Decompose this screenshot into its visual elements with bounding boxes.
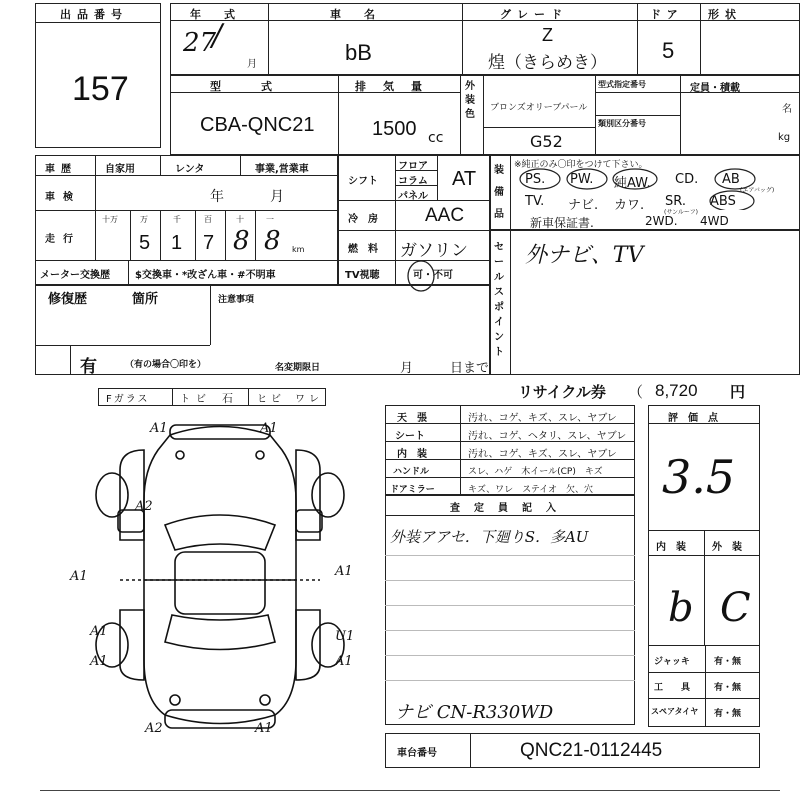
car-name: bB xyxy=(345,40,372,65)
displacement-unit: cc xyxy=(428,130,444,146)
svg-text:U1: U1 xyxy=(335,629,355,644)
damage-marks xyxy=(69,421,354,736)
exterior-label: 外 装 xyxy=(712,542,742,553)
svg-text:A1: A1 xyxy=(335,564,353,579)
digit-label-5: 十 xyxy=(236,215,244,224)
chassis-value: QNC21-0112445 xyxy=(520,740,663,761)
year-label: 年 式 xyxy=(190,8,241,21)
doors-value: 5 xyxy=(662,38,675,63)
header-box xyxy=(170,3,800,75)
eq-4wd: 4WD xyxy=(700,214,729,228)
exterior-value: C xyxy=(720,585,751,631)
digit-2: 5 xyxy=(139,232,151,254)
history-opt-1: 自家用 xyxy=(105,164,135,175)
cond-part-4: ハンドル xyxy=(393,467,430,477)
svg-text:A1: A1 xyxy=(90,624,108,639)
digit-label-2: 万 xyxy=(140,215,148,224)
name-change-label: 名変期限日 xyxy=(275,363,321,373)
acc-label-3: スペアタイヤ xyxy=(651,707,699,716)
recycle-value: 8,720 xyxy=(655,381,698,400)
svg-text:A1: A1 xyxy=(90,654,108,669)
mileage-label: 走行 xyxy=(45,234,81,245)
type-spec-label: 型式指定番号 xyxy=(598,80,646,89)
repair-block xyxy=(35,285,490,375)
eq-ps: PS. xyxy=(525,172,546,187)
interior-label: 内 装 xyxy=(656,542,686,553)
rear-window xyxy=(165,615,275,650)
repair-sub-label: 箇所 xyxy=(132,292,159,307)
cond-part-3: 内 装 xyxy=(397,449,427,460)
eq-aw: 純AW. xyxy=(614,176,651,191)
digit-label-6: 一 xyxy=(266,215,274,224)
glass-opt-3: ワレ xyxy=(295,394,323,405)
cond-opt-5: キズ、ワレ ステイオ 欠、穴 xyxy=(468,485,594,495)
glass-label: Fガラス xyxy=(106,394,150,405)
digit-5: 8 xyxy=(233,226,250,256)
wheel-fl xyxy=(96,473,128,517)
svg-text:A1: A1 xyxy=(335,654,353,669)
acc-value-2: 有・無 xyxy=(714,683,742,693)
mileage-unit: km xyxy=(292,245,305,254)
color-name: ブロンズオリーブパール xyxy=(490,103,588,113)
score-value: 3.5 xyxy=(662,450,736,504)
eq-warranty: 新車保証書. xyxy=(530,216,594,230)
shape-label: 形状 xyxy=(708,8,742,21)
inspection-month: 月 xyxy=(270,189,284,205)
windshield xyxy=(165,515,275,550)
history-label: 車歴 xyxy=(45,164,77,175)
acc-label-2: 工 具 xyxy=(654,683,691,693)
wheel-fr xyxy=(312,473,344,517)
grade-value-1: Z xyxy=(542,25,553,45)
digit-3: 1 xyxy=(171,232,183,254)
svg-text:A1: A1 xyxy=(150,421,168,436)
inspector-line1: 外装アアセ．下廻りS．多AU xyxy=(390,528,589,546)
tv-options: 可・不可 xyxy=(413,270,453,281)
fuel-value: ガソリン xyxy=(400,241,468,261)
eq-ab-note: (エアバッグ) xyxy=(740,187,775,194)
score-label: 評 価 点 xyxy=(668,413,718,424)
eq-sr: SR. xyxy=(665,194,686,209)
car-diagram xyxy=(60,410,380,740)
eq-ab: AB xyxy=(722,172,740,187)
svg-text:A1: A1 xyxy=(70,569,88,584)
capacity-people-unit: 名 xyxy=(782,104,792,115)
svg-text:A1: A1 xyxy=(260,421,278,436)
equipment-note: ※純正のみ〇印をつけて下さい。 xyxy=(514,160,648,170)
name-change-month: 月 xyxy=(400,361,414,376)
notes-label: 注意事項 xyxy=(218,295,255,305)
cond-opt-1: 汚れ、コゲ、キズ、スレ、ヤブレ xyxy=(468,413,617,424)
color-side-label: 外装色 xyxy=(465,81,475,120)
car-outline xyxy=(144,427,296,724)
eq-pw: PW. xyxy=(570,172,594,187)
displacement-value: 1500 xyxy=(372,118,417,140)
cond-part-5: ドアミラー xyxy=(390,485,435,495)
recycle-unit: 円 xyxy=(730,383,746,401)
recycle-label: リサイクル券 xyxy=(518,383,606,401)
svg-text:A1: A1 xyxy=(255,721,273,736)
sales-point-value: 外ナビ、TV xyxy=(525,243,644,268)
svg-text:A2: A2 xyxy=(145,721,163,736)
cond-part-1: 天 張 xyxy=(397,413,427,424)
repair-value: 有 xyxy=(80,357,97,377)
eq-sr-note: (サンルーフ) xyxy=(664,209,698,216)
name-change-day: 日まで xyxy=(450,361,490,376)
tv-label: TV視聴 xyxy=(345,270,380,281)
equipment-side-label: 装備品 xyxy=(494,165,504,220)
meter-note: $交換車・*改ざん車・#不明車 xyxy=(135,270,276,281)
eq-cd: CD. xyxy=(675,172,699,187)
chassis-label: 車台番号 xyxy=(397,748,437,759)
inspector-nav: ナビ CN-R330WD xyxy=(395,702,554,723)
glass-mark: 石 xyxy=(222,392,233,405)
inspection-year: 年 xyxy=(210,189,224,205)
year-value: 27 xyxy=(183,28,217,58)
shift-opt-1: フロア xyxy=(398,161,428,172)
cond-opt-3: 汚れ、コゲ、キズ、スレ、ヤブレ xyxy=(468,449,617,460)
glass-opt-1: トビ xyxy=(180,394,212,405)
digit-label-4: 百 xyxy=(204,215,212,224)
inspector-label: 査 定 員 記 入 xyxy=(450,503,558,514)
glass-opt-2: ヒビ xyxy=(257,394,285,405)
cond-opt-4: スレ、ハゲ 木イール(CP) キズ xyxy=(468,467,603,477)
shift-opt-2: コラム xyxy=(398,176,428,187)
aircon-label: 冷 房 xyxy=(348,214,378,225)
shift-label: シフト xyxy=(348,176,378,187)
roof xyxy=(175,552,265,614)
acc-label-1: ジャッキ xyxy=(654,657,690,667)
cond-part-2: シート xyxy=(395,431,425,442)
fuel-label: 燃 料 xyxy=(348,244,378,255)
color-code: G52 xyxy=(530,132,563,151)
digit-4: 7 xyxy=(203,232,215,254)
displacement-label: 排 気 量 xyxy=(355,80,425,93)
cond-opt-2: 汚れ、コゲ、ヘタリ、スレ、ヤブレ xyxy=(468,431,627,442)
eq-leather: カワ. xyxy=(614,198,645,213)
capacity-label: 定員・積載 xyxy=(690,83,740,94)
acc-value-1: 有・無 xyxy=(714,657,742,667)
interior-value: b xyxy=(668,585,694,631)
class-label: 類別区分番号 xyxy=(598,119,646,128)
svg-text:A2: A2 xyxy=(135,499,153,514)
history-opt-3: 事業,営業車 xyxy=(255,164,309,175)
acc-value-3: 有・無 xyxy=(714,709,742,719)
capacity-kg-unit: kg xyxy=(778,132,791,143)
grade-value-2: 煌（きらめき） xyxy=(488,53,607,73)
shift-value: AT xyxy=(452,168,477,190)
digit-6: 8 xyxy=(264,226,281,256)
car-label: 車 名 xyxy=(330,8,381,21)
year-unit: 月 xyxy=(247,59,257,70)
eq-tv: TV. xyxy=(525,194,545,209)
repair-note: （有の場合〇印を） xyxy=(125,360,207,370)
doors-label: ドア xyxy=(650,8,684,21)
meter-label: メーター交換歴 xyxy=(40,270,110,281)
inspection-label: 車検 xyxy=(45,192,81,203)
sales-point-label: セールスポイント xyxy=(494,242,504,358)
eq-navi: ナビ. xyxy=(568,198,599,213)
lot-label: 出品番号 xyxy=(60,8,128,21)
repair-label: 修復歴 xyxy=(48,292,88,307)
lot-number: 157 xyxy=(72,70,129,108)
eq-abs: ABS xyxy=(710,194,736,209)
equipment-circles xyxy=(510,160,800,210)
shift-opt-3: パネル xyxy=(398,191,428,202)
model-value: CBA-QNC21 xyxy=(200,114,315,136)
digit-label-3: 千 xyxy=(173,215,181,224)
model-label: 型 式 xyxy=(210,80,278,93)
history-opt-2: レンタ xyxy=(175,164,205,175)
digit-label-1: 十万 xyxy=(102,215,118,224)
aircon-value: AAC xyxy=(425,205,465,226)
eq-2wd: 2WD. xyxy=(645,214,678,228)
grade-label: グレード xyxy=(500,8,568,21)
